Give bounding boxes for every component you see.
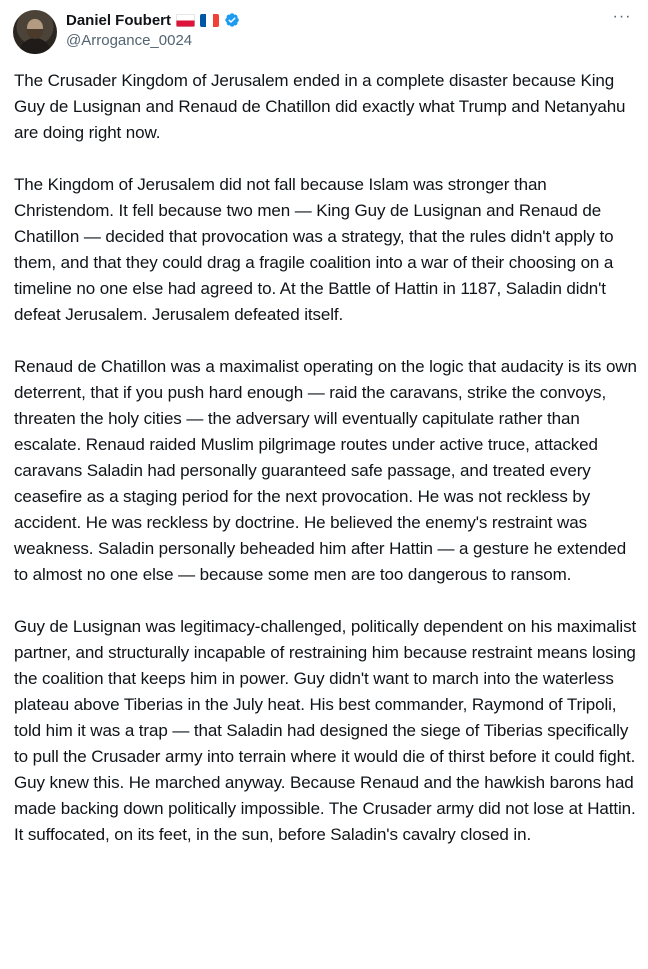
post-paragraph: Guy de Lusignan was legitimacy-challenged, politically dependent on his maximalist partner, and structurally incapable of restraining him because restraint means losing the coalition that keeps him in power. Guy didn't want to march into the waterless plateau above Tiberias in the July heat. His best commander, Raymond of Tripoli, told him it was a trap — that Saladin had designed the siege of Tiberias specifically to pull the Crusader army into terrain where it would die of thirst before it could fight. Guy knew this. He marched anyway. Because Renaud and the hawkish barons had made backing down politically impossible. The Crusader army did not lose at Hattin. It suffocated, on its feet, in the sun, before Saladin's cavalry closed in. bbox=[14, 617, 637, 844]
more-options-icon[interactable]: ··· bbox=[612, 8, 632, 25]
author-handle[interactable]: @Arrogance_0024 bbox=[66, 32, 193, 49]
post-paragraph: The Kingdom of Jerusalem did not fall because Islam was stronger than Christendom. It fell because two men — King Guy de Lusignan and Renaud de Chatillon — decided that provocation was a strategy, that the rules didn't apply to them, and that they could drag a fragile coalition into a war of their choosing on a timeline no one else had agreed to. At the Battle of Hattin in 1187, Saladin didn't defeat Jerusalem. Jerusalem defeated itself. bbox=[14, 175, 614, 324]
author-name-row[interactable] bbox=[66, 10, 240, 30]
post-paragraph: Renaud de Chatillon was a maximalist operating on the logic that audacity is its own deterrent, that if you push hard enough — raid the caravans, strike the convoys, threaten the holy cities — the adversary will eventually capitulate rather than escalate. Renaud raided Muslim pilgrimage routes under active truce, attacked caravans Saladin had personally guaranteed safe passage, and treated every ceasefire as a staging period for the next provocation. He was not reckless by accident. He was reckless by doctrine. He believed the enemy's restraint was weakness. Saladin personally beheaded him after Hattin — a gesture he extended to almost no one else — because some men are too dangerous to ransom. bbox=[14, 357, 637, 584]
verified-badge-icon bbox=[224, 12, 240, 28]
post-paragraph: The Crusader Kingdom of Jerusalem ended in a complete disaster because King Guy de Lusignan and Renaud de Chatillon did exactly what Trump and Netanyahu are doing right now. bbox=[14, 71, 626, 142]
post-header bbox=[13, 10, 635, 56]
avatar-shoulders bbox=[19, 38, 51, 54]
author-name[interactable]: Daniel Foubert bbox=[66, 11, 172, 29]
poland-flag-icon bbox=[176, 14, 195, 27]
avatar[interactable] bbox=[13, 10, 57, 54]
post-body bbox=[14, 68, 638, 874]
avatar-beard bbox=[27, 29, 43, 39]
france-flag-icon bbox=[200, 14, 219, 27]
